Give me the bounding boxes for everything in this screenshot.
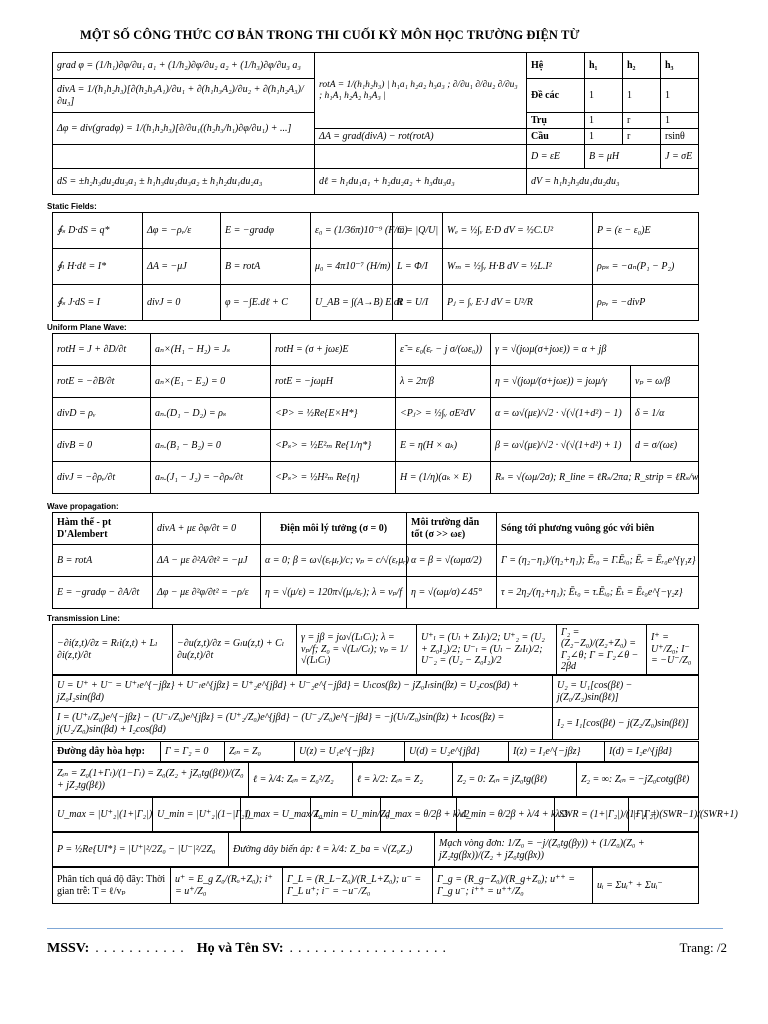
- coord-cartesian-h3: 1: [661, 79, 699, 113]
- uniform-cell: α = ω√(με)/√2 · √(√(1+d²) − 1): [491, 398, 631, 430]
- static-cell: R = U/I: [393, 285, 443, 321]
- tline-cell: SWR = (1+|Γ₂|)/(1−|Γ₂|): [555, 798, 629, 832]
- tline-table-4: [52, 762, 699, 797]
- coord-spherical-h1: 1: [585, 129, 623, 145]
- tline-cell: Zᵢₙ = Z₀(1+Γₗ)/(1−Γₗ) = Z₀(Z₂ + jZ₀tg(βℓ))/(Z₀ + jZ₂tg(βℓ)): [53, 763, 249, 797]
- uniform-wave-table: [52, 333, 699, 494]
- coord-spherical-h3: rsinθ: [661, 129, 699, 145]
- tline-cell: Mạch vòng đơn: 1/Z₀ = −j/(Z₀tg(βy)) + (1/Z₀)(Z₀ + jZ₂tg(βx))/(Z₂ + jZ₀tg(βx)): [435, 833, 699, 867]
- tline-cell: Γ = Γ₂ = 0: [161, 742, 225, 762]
- tline-cell: U_min = |U⁺₂|(1−|Γ₂|): [153, 798, 241, 832]
- wave-cell: η = √(ωμ/σ)∠45°: [407, 577, 497, 609]
- coord-cartesian-h1: 1: [585, 79, 623, 113]
- tline-cell: I(z) = I₁e^{−jβz}: [509, 742, 605, 762]
- uniform-cell: rotH = J + ∂D/∂t: [53, 334, 151, 366]
- uniform-cell: γ = √(jωμ(σ+jωε)) = α + jβ: [491, 334, 699, 366]
- static-cell: Wₘ = ½∫ᵥ H·B dV = ½L.I²: [443, 249, 593, 285]
- student-id-label: MSSV:: [47, 941, 90, 956]
- uniform-cell: divD = ρᵥ: [53, 398, 151, 430]
- uniform-cell: ε̃ = ε₀(εᵣ − j σ/(ωε₀)): [396, 334, 491, 366]
- tline-section-label: Transmission Line:: [47, 614, 120, 623]
- wave-cell: Môi trường dẫn tốt (σ >> ωε): [407, 513, 497, 545]
- uniform-cell: λ = 2π/β: [396, 366, 491, 398]
- uniform-cell: β = ω√(με)/√2 · √(√(1+d²) + 1): [491, 430, 631, 462]
- tline-cell: −∂u(z,t)/∂z = Gₗu(z,t) + Cₗ ∂u(z,t)/∂t: [173, 625, 297, 675]
- tline-cell: Γ₂ = (Z₂−Z₀)/(Z₂+Z₀) = Γ₂∠θ; Γ = Γ₂∠θ − 2βd: [557, 625, 647, 675]
- coord-cartesian-h2: 1: [623, 79, 661, 113]
- tline-table-1: [52, 624, 699, 675]
- footer-divider: [47, 928, 723, 929]
- student-name-label: Họ và Tên SV:: [196, 941, 284, 956]
- laplacian-formula: Δφ = div(gradφ) = 1/(h₁h₂h₃)[∂/∂u₁((h₂h₃/h₁)∂φ/∂u₁) + ...]: [53, 113, 315, 145]
- uniform-cell: aₙ.(J₁ − J₂) = −∂ρₛ/∂t: [151, 462, 271, 494]
- uniform-cell: aₙ.(D₁ − D₂) = ρₛ: [151, 398, 271, 430]
- static-cell: divJ = 0: [143, 285, 221, 321]
- uniform-cell: d = σ/(ωε): [631, 430, 699, 462]
- uniform-cell: <Pₛ> = ½H²ₘ Re{η}: [271, 462, 396, 494]
- wave-cell: α = 0; β = ω√(εᵣμᵣ)/c; vₚ = c/√(εᵣμᵣ): [261, 545, 407, 577]
- tline-cell: ℓ = λ/4: Zᵢₙ = Z₀²/Z₂: [249, 763, 353, 797]
- static-cell: Wₑ = ½∫ᵥ E·D dV = ½C.U²: [443, 213, 593, 249]
- tline-cell: I₂ = I₁[cos(βℓ) − j(Z₂/Z₀)sin(βℓ)]: [553, 708, 699, 740]
- uniform-cell: η = √(jωμ/(σ+jωε)) = jωμ/γ: [491, 366, 631, 398]
- coord-header-h3: h₃: [661, 53, 699, 79]
- tline-cell: ℓ = λ/2: Zᵢₙ = Z₂: [353, 763, 453, 797]
- wave-cell: divA + με ∂φ/∂t = 0: [153, 513, 261, 545]
- tline-table-7: [52, 867, 699, 904]
- tline-cell: Zᵢₙ = Z₀: [225, 742, 295, 762]
- tline-cell: I = (U⁺ₗ/Z₀)e^{−jβz} − (U⁻ₗ/Z₀)e^{jβz} = (U⁺₂/Z₀)e^{jβd} − (U⁻₂/Z₀)e^{−jβd} = −j(Uₗ/Z₀)sin(βz) + Iₗcos(βz) = j(U₂/Z₀)sin(βd) + I₂cos(βd): [53, 708, 553, 740]
- static-cell: ΔA = −μJ: [143, 249, 221, 285]
- b-relation: B = μH: [585, 145, 661, 169]
- page-title: MỘT SỐ CÔNG THỨC CƠ BẢN TRONG THI CUỐI KỲ MÔN HỌC TRƯỜNG ĐIỆN TỪ: [80, 28, 580, 42]
- dv-element: dV = h₁h₂h₃du₁du₂du₃: [527, 169, 699, 195]
- tline-cell: I(d) = I₂e^{jβd}: [605, 742, 699, 762]
- static-cell: Δφ = −ρᵥ/ε: [143, 213, 221, 249]
- student-id-blank[interactable]: ...........: [95, 941, 189, 956]
- tline-cell: U(z) = U₁e^{−jβz}: [295, 742, 405, 762]
- tline-cell: Z₂ = ∞: Zᵢₙ = −jZ₀cotg(βℓ): [577, 763, 699, 797]
- j-relation: J = σE: [661, 145, 699, 169]
- student-name-blank[interactable]: ...................: [289, 941, 452, 956]
- static-cell: μ₀ = 4π10⁻⁷ (H/m): [311, 249, 393, 285]
- page-number: Trang: /2: [679, 940, 727, 955]
- uniform-cell: rotH = (σ + jωε)E: [271, 334, 396, 366]
- wave-section-label: Wave propagation:: [47, 502, 119, 511]
- static-cell: ∮ₛ D·dS = q*: [53, 213, 143, 249]
- static-cell: ρₚᵥ = −divP: [593, 285, 699, 321]
- tline-cell: Đường dây hòa hợp:: [53, 742, 161, 762]
- static-cell: ∮ₛ J·dS = I: [53, 285, 143, 321]
- tline-cell: d_max = θ/2β + kλ/2: [381, 798, 457, 832]
- coord-spherical: Cầu: [527, 129, 585, 145]
- uniform-cell: rotE = −∂B/∂t: [53, 366, 151, 398]
- tline-cell: U_max = |U⁺₂|(1+|Γ₂|): [53, 798, 153, 832]
- tline-table-3: [52, 741, 699, 762]
- tline-cell: Đường dây biến áp: ℓ = λ/4: Z_ba = √(Z₀Z₂): [229, 833, 435, 867]
- tline-cell: γ = jβ = jω√(LₗCₗ); λ = vₚ/f; Z₀ = √(Lₗ/Cₗ); vₚ = 1/√(LₗCₗ): [297, 625, 417, 675]
- static-section-label: Static Fields:: [47, 202, 97, 211]
- wave-cell: ΔA − με ∂²A/∂t² = −μJ: [153, 545, 261, 577]
- tline-cell: Z₂ = 0: Zᵢₙ = jZ₀tg(βℓ): [453, 763, 577, 797]
- tline-cell: uᵢ = Σuᵢ⁺ + Σuᵢ⁻: [593, 868, 699, 904]
- static-cell: ε₀ = (1/36π)10⁻⁹ (F/m): [311, 213, 393, 249]
- uniform-cell: <Pⱼ> = ½∫ᵥ σE²dV: [396, 398, 491, 430]
- coord-cartesian: Đề các: [527, 79, 585, 113]
- wave-cell: Δφ − με ∂²φ/∂t² = −ρ/ε: [153, 577, 261, 609]
- uniform-cell: δ = 1/α: [631, 398, 699, 430]
- coord-header-system: Hệ: [527, 53, 585, 79]
- tline-cell: d_min = θ/2β + λ/4 + kλ/2: [457, 798, 555, 832]
- static-cell: Pⱼ = ∫ᵥ E·J dV = U²/R: [443, 285, 593, 321]
- vector-ops-table: [52, 52, 699, 195]
- tline-cell: Γ_g = (R_g−Z₀)/(R_g+Z₀); u⁺⁺ = Γ_g u⁻; i⁺⁺ = u⁺⁺/Z₀: [433, 868, 593, 904]
- footer: [47, 940, 727, 957]
- div-formula: divA = 1/(h₁h₂h₃)[∂(h₂h₃A₁)/∂u₁ + ∂(h₁h₃A₂)/∂u₂ + ∂(h₁h₂A₃)/∂u₃]: [53, 79, 315, 113]
- static-cell: φ = −∫E.dℓ + C: [221, 285, 311, 321]
- tline-cell: P = ½Re{UI*} = |U⁺|²/2Z₀ − |U⁻|²/2Z₀: [53, 833, 229, 867]
- tline-cell: −∂i(z,t)/∂z = Rₗi(z,t) + Lₗ ∂i(z,t)/∂t: [53, 625, 173, 675]
- static-cell: L = Φ/I: [393, 249, 443, 285]
- static-cell: B = rotA: [221, 249, 311, 285]
- tline-table-2: [52, 675, 699, 740]
- uniform-cell: divB = 0: [53, 430, 151, 462]
- tline-cell: |Γ₂| = (SWR−1)/(SWR+1): [629, 798, 699, 832]
- coord-cylindrical: Trụ: [527, 113, 585, 129]
- static-cell: E = −gradφ: [221, 213, 311, 249]
- uniform-cell: H = (1/η)(aₖ × E): [396, 462, 491, 494]
- coord-cylindrical-h2: r: [623, 113, 661, 129]
- tline-table-5: [52, 797, 738, 832]
- uniform-cell: Rₛ = √(ωμ/2σ); R_line = ℓRₛ/2πa; R_strip = ℓRₛ/w: [491, 462, 699, 494]
- grad-formula: grad φ = (1/h₁)∂φ/∂u₁ a₁ + (1/h₂)∂φ/∂u₂ a₂ + (1/h₃)∂φ/∂u₃ a₃: [53, 53, 315, 79]
- rot-formula: rotA = 1/(h₁h₂h₃) | h₁a₁ h₂a₂ h₃a₃ ; ∂/∂u₁ ∂/∂u₂ ∂/∂u₃ ; h₁A₁ h₂A₂ h₃A₃ |: [315, 53, 527, 129]
- tline-cell: I_min = U_min/Z₀: [311, 798, 381, 832]
- ds-element: dS = ±h₂h₃du₂du₃a₁ ± h₁h₃du₁du₃a₂ ± h₁h₂du₁du₂a₃: [53, 169, 315, 195]
- wave-cell: α = β = √(ωμσ/2): [407, 545, 497, 577]
- uniform-cell: <P> = ½Re{E×H*}: [271, 398, 396, 430]
- wave-cell: Hàm thế - pt D'Alembert: [53, 513, 153, 545]
- coord-spherical-h2: r: [623, 129, 661, 145]
- coord-header-h1: h₁: [585, 53, 623, 79]
- wave-cell: τ = 2η₂/(η₂+η₁); Ēₜ₀ = τ.Ēᵢ₀; Ēₜ = Ēₜ₀e^{−γ₂z}: [497, 577, 699, 609]
- coord-cylindrical-h3: 1: [661, 113, 699, 129]
- tline-table-6: [52, 832, 699, 867]
- tline-cell: U = U⁺ + U⁻ = U⁺ₗe^{−jβz} + U⁻ₗe^{jβz} = U⁺₂e^{jβd} + U⁻₂e^{−jβd} = Uₗcos(βz) − jZ₀Iₗsin(βz) = U₂cos(βd) + jZ₀I₂sin(βd): [53, 676, 553, 708]
- tline-cell: U₂ = U₁[cos(βℓ) − j(Z₀/Z₂)sin(βℓ)]: [553, 676, 699, 708]
- wave-cell: Điện môi lý tưởng (σ = 0): [261, 513, 407, 545]
- wave-cell: Γ = (η₂−η₁)/(η₂+η₁); Ēᵣ₀ = Γ.Ēᵢ₀; Ēᵣ = Ēᵣ₀e^{γ₁z}: [497, 545, 699, 577]
- tline-cell: I⁺ = U⁺/Z₀; I⁻ = −U⁻/Z₀: [647, 625, 699, 675]
- tline-cell: Γ_L = (R_L−Z₀)/(R_L+Z₀); u⁻ = Γ_L u⁺; i⁻ = −u⁻/Z₀: [283, 868, 433, 904]
- static-cell: U_AB = ∫(A→B) E.dℓ: [311, 285, 393, 321]
- uniform-cell: aₙ×(H₁ − H₂) = Jₛ: [151, 334, 271, 366]
- tline-cell: I_max = U_max/Z₀: [241, 798, 311, 832]
- wave-cell: Sóng tới phương vuông góc với biên: [497, 513, 699, 545]
- uniform-cell: vₚ = ω/β: [631, 366, 699, 398]
- coord-header-h2: h₂: [623, 53, 661, 79]
- tline-cell: U(d) = U₂e^{jβd}: [405, 742, 509, 762]
- static-table: [52, 212, 699, 321]
- vector-laplacian-formula: ΔA = grad(divA) − rot(rotA): [315, 129, 527, 145]
- tline-cell: u⁺ = E_g Z₀/(Rₒ+Z₀); i⁺ = u⁺/Z₀: [171, 868, 283, 904]
- tline-cell: Phân tích quá độ đây: Thời gian trễ: T = ℓ/vₚ: [53, 868, 171, 904]
- static-cell: P = (ε − ε₀)E: [593, 213, 699, 249]
- coord-cylindrical-h1: 1: [585, 113, 623, 129]
- uniform-cell: rotE = −jωμH: [271, 366, 396, 398]
- uniform-cell: <Pₛ> = ½E²ₘ Re{1/η*}: [271, 430, 396, 462]
- tline-cell: U⁺ₗ = (Uₗ + ZₗIₗ)/2; U⁺₂ = (U₂ + Z₀I₂)/2; U⁻ₗ = (Uₗ − ZₗIₗ)/2; U⁻₂ = (U₂ − Z₀I₂)/2: [417, 625, 557, 675]
- uniform-cell: aₙ.(B₁ − B₂) = 0: [151, 430, 271, 462]
- wave-cell: η = √(μ/ε) = 120π√(μᵣ/εᵣ); λ = vₚ/f: [261, 577, 407, 609]
- wave-cell: B = rotA: [53, 545, 153, 577]
- d-relation: D = εE: [527, 145, 585, 169]
- dl-element: dℓ = h₁du₁a₁ + h₂du₂a₂ + h₃du₃a₃: [315, 169, 527, 195]
- static-cell: C = |Q/U|: [393, 213, 443, 249]
- wave-cell: E = −gradφ − ∂A/∂t: [53, 577, 153, 609]
- uniform-cell: divJ = −∂ρᵥ/∂t: [53, 462, 151, 494]
- wave-propagation-table: [52, 512, 699, 609]
- uniform-cell: E = η(H × aₖ): [396, 430, 491, 462]
- uniform-cell: aₙ×(E₁ − E₂) = 0: [151, 366, 271, 398]
- static-cell: ρₚₛ = −aₙ(P₁ − P₂): [593, 249, 699, 285]
- uniform-section-label: Uniform Plane Wave:: [47, 323, 127, 332]
- static-cell: ∮ₗ H·dℓ = I*: [53, 249, 143, 285]
